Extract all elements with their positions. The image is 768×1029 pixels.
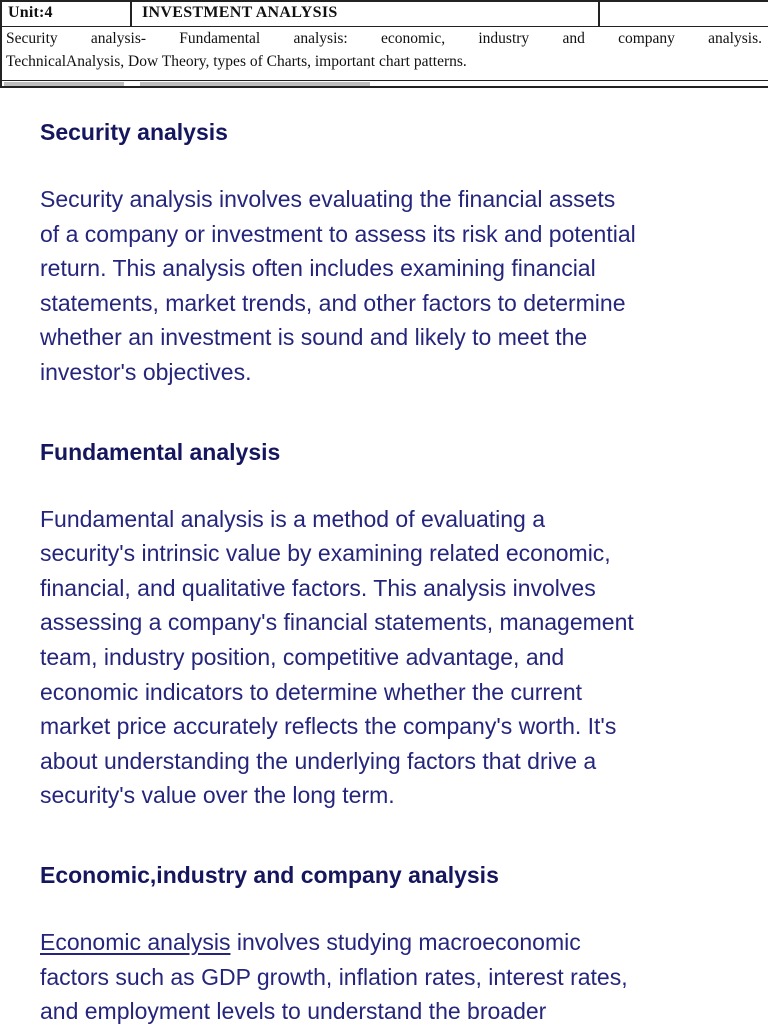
paragraph-line: Fundamental analysis is a method of evaluating a [40, 505, 546, 532]
notes-body [40, 112, 752, 1029]
syllabus-title-row [0, 0, 768, 27]
syllabus-description-line: TechnicalAnalysis, Dow Theory, types of Charts, important chart patterns. [6, 53, 467, 70]
paragraph-line: statements, market trends, and other factors to determine [40, 289, 626, 316]
paragraph-line: return. This analysis often includes examining financial [40, 255, 596, 282]
paragraph-line: economic indicators to determine whether the current [40, 678, 583, 705]
paragraph-line [40, 925, 752, 960]
economic-paragraph [40, 925, 752, 1029]
paragraph-line: security's value over the long term. [40, 782, 395, 809]
unit-label: Unit:4 [8, 4, 53, 21]
paragraph-line: whether an investment is sound and likely to meet the [40, 324, 588, 351]
cut-text-fragment [4, 82, 124, 86]
paragraph-line-rest: involves studying macroeconomic [230, 928, 581, 955]
paragraph-line: factors such as GDP growth, inflation rates, interest rates, [40, 963, 628, 990]
unit-title: INVESTMENT ANALYSIS [142, 4, 338, 21]
section-heading-security: Security analysis [40, 119, 228, 145]
paragraph-line: Security analysis involves evaluating the financial assets [40, 186, 616, 212]
syllabus-table [0, 0, 768, 88]
table-divider [130, 0, 132, 27]
fundamental-paragraph [40, 502, 752, 813]
paragraph-line: security's intrinsic value by examining related economic, [40, 540, 611, 567]
section-heading-economic: Economic,industry and company analysis [40, 861, 499, 888]
economic-analysis-term: Economic analysis [40, 928, 231, 955]
paragraph-line: team, industry position, competitive advantage, and [40, 643, 565, 670]
table-border-left [0, 0, 2, 86]
table-divider [598, 0, 600, 27]
paragraph-line: about understanding the underlying factors that drive a [40, 747, 597, 774]
paragraph-line: and employment levels to understand the broader [40, 998, 547, 1025]
paragraph-line: financial, and qualitative factors. This analysis involves [40, 574, 596, 601]
paragraph-line: of a company or investment to assess its risk and potential [40, 220, 636, 247]
paragraph-line: market price accurately reflects the company's worth. It's [40, 713, 617, 740]
cut-text-fragment [140, 82, 370, 86]
security-paragraph [40, 182, 752, 390]
syllabus-description-line: Security analysis- Fundamental analysis: economic, industry and company analysis. [6, 30, 762, 47]
paragraph-line: assessing a company's financial statements, management [40, 609, 634, 636]
section-heading-fundamental: Fundamental analysis [40, 438, 281, 465]
paragraph-line: investor's objectives. [40, 358, 252, 385]
